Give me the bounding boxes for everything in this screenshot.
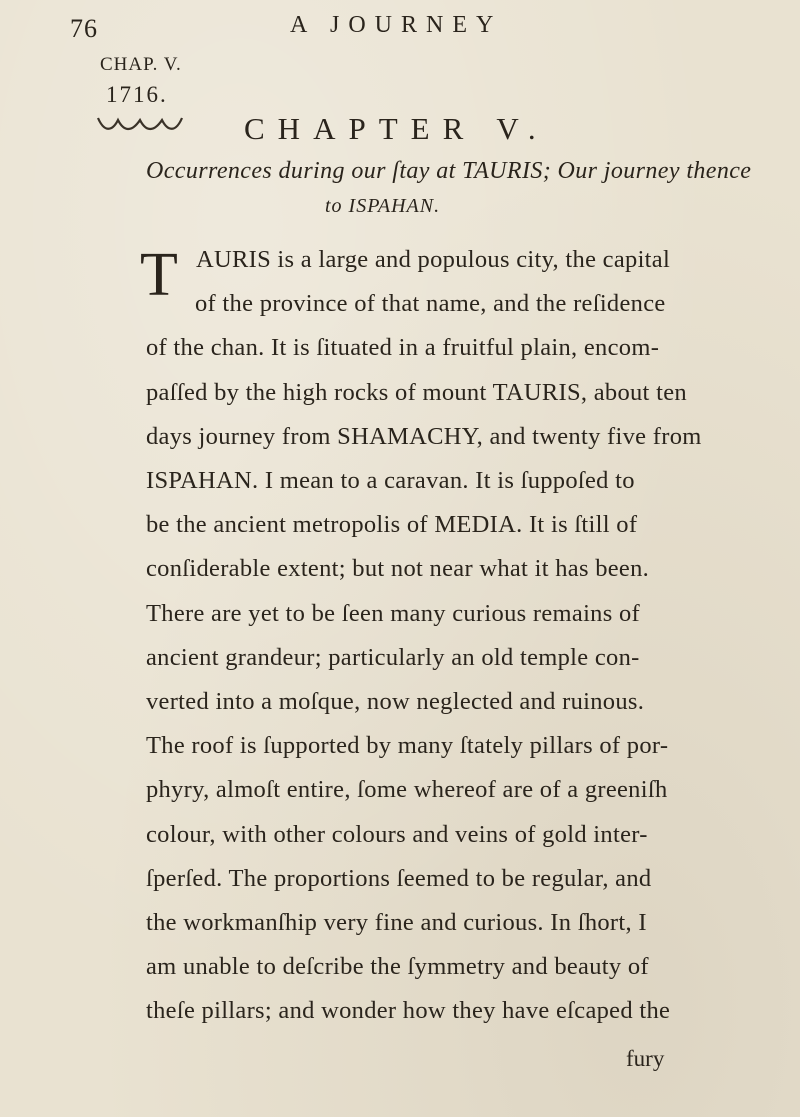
running-head: A JOURNEY [290,12,503,38]
text-line: be the ancient metropolis of MEDIA. It is ſtill of [146,511,638,539]
chapter-summary-line-1: Occurrences during our ſtay at TAURIS; Our journey thence [146,158,752,184]
text-line: of the chan. It is ſituated in a fruitful plain, encom- [146,334,660,362]
text-line: days journey from SHAMACHY, and twenty five from [146,422,702,450]
text-line: ancient grandeur; particularly an old temple con- [146,643,640,671]
text-line: paſſed by the high rocks of mount TAURIS, about ten [146,378,687,406]
text-line: phyry, almoſt entire, ſome whereof are of a greeniſh [146,776,668,804]
text-line: colour, with other colours and veins of gold inter- [146,820,648,848]
text-line: the workmanſhip very fine and curious. In ſhort, I [146,909,647,936]
text-line: conſiderable extent; but not near what it has been. [146,555,650,583]
text-line: theſe pillars; and wonder how they have eſcaped the [146,997,671,1025]
text-line: The roof is ſupported by many ſtately pillars of por- [146,732,669,760]
text-line: ſperſed. The proportions ſeemed to be regular, and [146,864,652,892]
text-line: AURIS is a large and populous city, the capital [196,246,671,273]
drop-cap: T [140,241,178,309]
margin-chapter-label: CHAP. V. [100,54,182,75]
chapter-summary-line-2: to ISPAHAN. [325,195,441,217]
text-line: There are yet to be ſeen many curious remains of [146,599,640,627]
flourish-ornament [96,112,186,134]
text-line: am unable to deſcribe the ſymmetry and beauty of [146,953,649,981]
text-line: ISPAHAN. I mean to a caravan. It is ſuppoſed to [146,467,635,494]
text-line: of the province of that name, and the reſidence [195,290,666,318]
catchword: fury [626,1046,665,1071]
text-line: verted into a moſque, now neglected and ruinous. [146,688,645,715]
margin-year: 1716. [106,82,168,107]
page-number: 76 [70,14,98,43]
chapter-heading: CHAPTER V. [244,111,549,146]
